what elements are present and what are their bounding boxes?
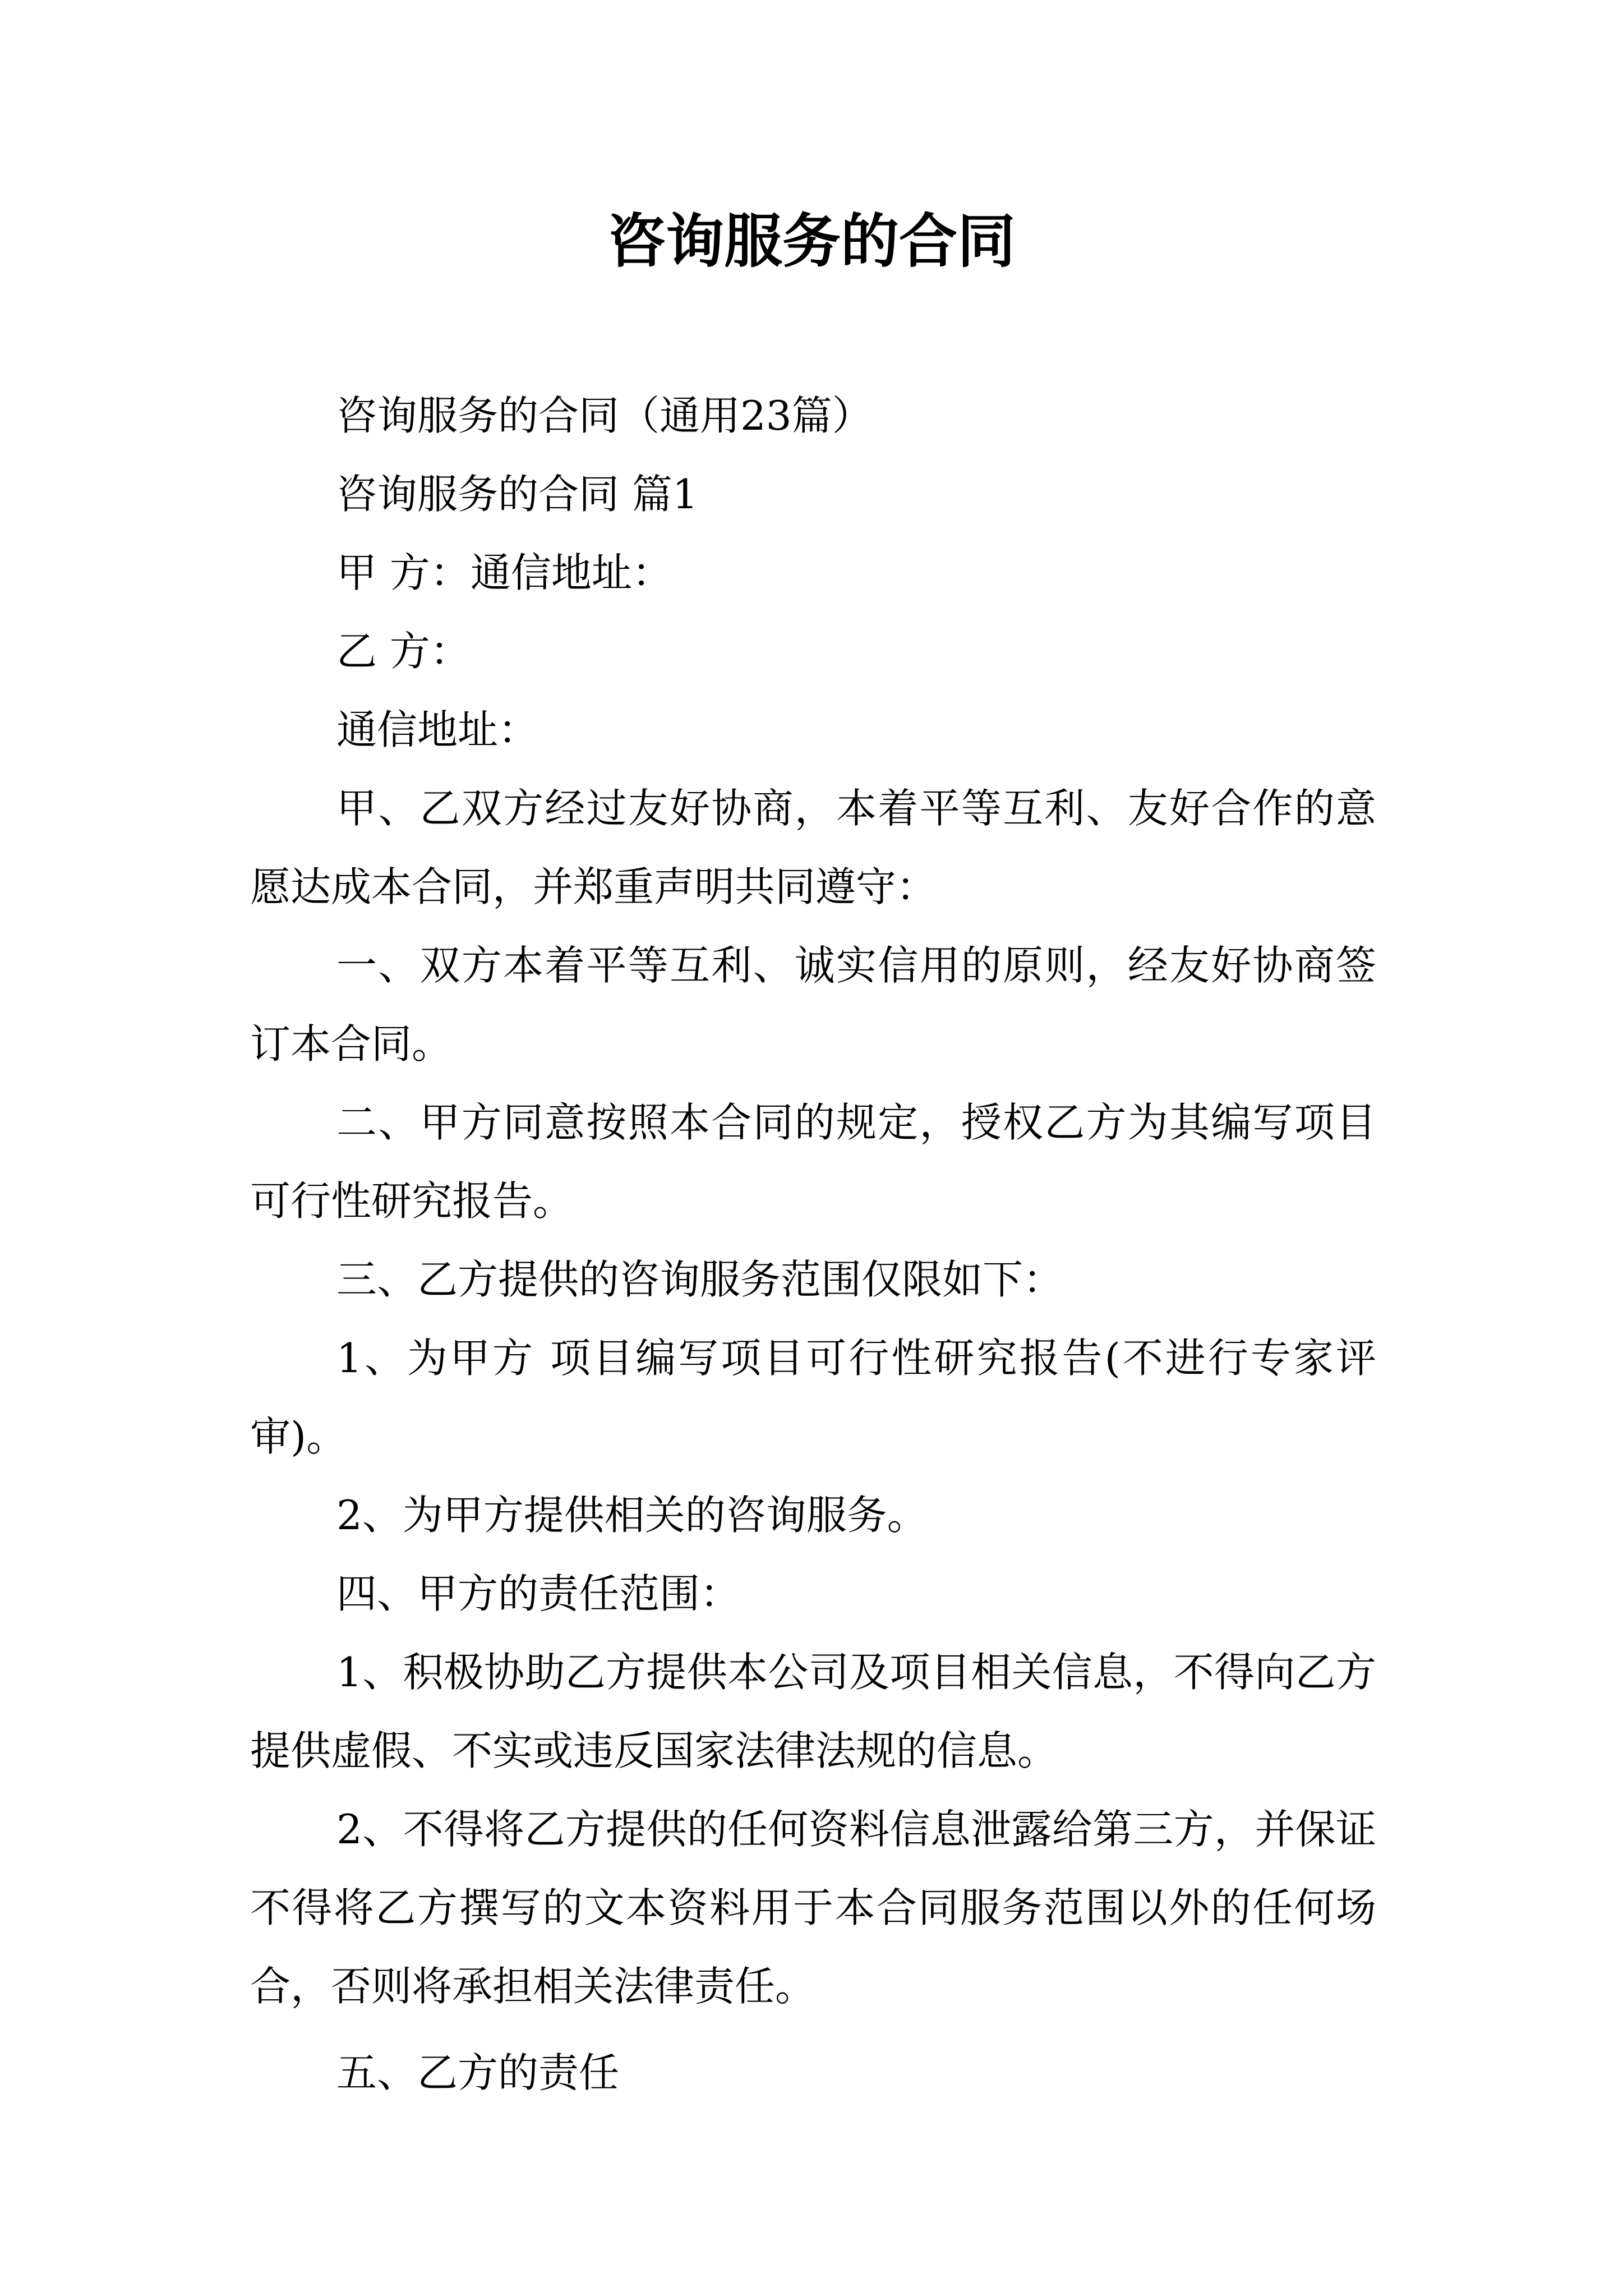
document-title: 咨询服务的合同: [607, 207, 1016, 275]
paragraph-clause-2: 二、甲方同意按照本合同的规定，授权乙方为其编写项目可行性研究报告。: [250, 1099, 1376, 1225]
paragraph-address: 通信地址：: [336, 706, 539, 753]
paragraph-clause-3: 三、乙方提供的咨询服务范围仅限如下：: [336, 1256, 1064, 1303]
paragraph-section-heading: 咨询服务的合同 篇1: [336, 471, 698, 518]
paragraph-clause-3-item-1: 1、为甲方 项目编写项目可行性研究报告(不进行专家评审)。: [250, 1335, 1376, 1460]
paragraph-clause-4-item-2: 2、不得将乙方提供的任何资料信息泄露给第三方，并保证不得将乙方撰写的文本资料用于本合同服务范围以外的任何场合，否则将承担相关法律责任。: [250, 1806, 1376, 2010]
paragraph-preamble: 甲、乙双方经过友好协商，本着平等互利、友好合作的意愿达成本合同，并郑重声明共同遵守：: [250, 785, 1376, 910]
paragraph-clause-5: 五、乙方的责任: [336, 2049, 620, 2096]
paragraph-party-a: 甲 方：通信地址：: [336, 549, 672, 596]
paragraph-subtitle: 咨询服务的合同（通用23篇）: [336, 392, 873, 439]
paragraph-clause-4: 四、甲方的责任范围：: [336, 1570, 741, 1617]
paragraph-clause-3-item-2: 2、为甲方提供相关的咨询服务。: [336, 1492, 928, 1539]
paragraph-party-b: 乙 方：: [336, 628, 471, 675]
document-body: [250, 376, 1376, 2112]
paragraph-clause-1: 一、双方本着平等互利、诚实信用的原则，经友好协商签订本合同。: [250, 942, 1376, 1068]
paragraph-clause-4-item-1: 1、积极协助乙方提供本公司及项目相关信息，不得向乙方提供虚假、不实或违反国家法律法规的信息。: [250, 1649, 1376, 1774]
